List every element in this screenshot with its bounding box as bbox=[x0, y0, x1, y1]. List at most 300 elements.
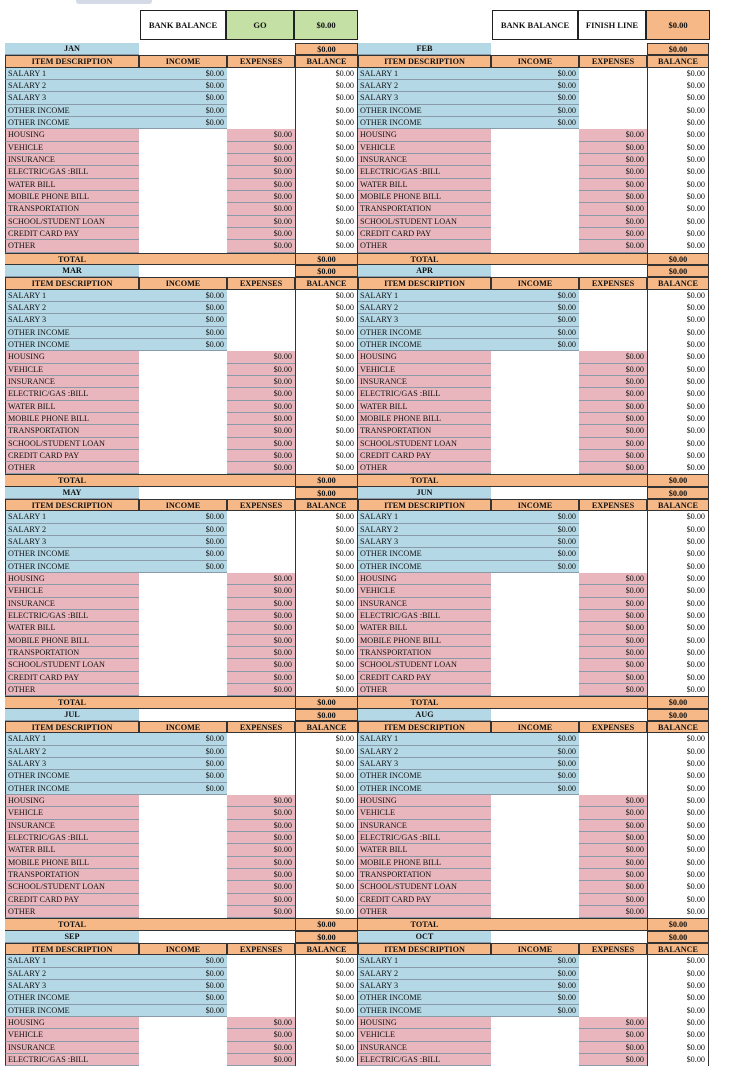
expense-cell[interactable]: $0.00 bbox=[227, 832, 295, 844]
balance-cell[interactable]: $0.00 bbox=[647, 401, 709, 413]
income-cell-empty[interactable] bbox=[491, 438, 579, 450]
balance-cell[interactable]: $0.00 bbox=[295, 80, 358, 92]
balance-cell[interactable]: $0.00 bbox=[295, 142, 358, 154]
balance-cell[interactable]: $0.00 bbox=[295, 511, 358, 523]
balance-cell[interactable]: $0.00 bbox=[647, 388, 709, 400]
expense-cell[interactable]: $0.00 bbox=[579, 438, 647, 450]
balance-cell[interactable]: $0.00 bbox=[647, 894, 709, 906]
balance-cell[interactable]: $0.00 bbox=[295, 857, 358, 869]
balance-cell[interactable]: $0.00 bbox=[647, 968, 709, 980]
expense-cell[interactable]: $0.00 bbox=[227, 894, 295, 906]
income-cell-empty[interactable] bbox=[139, 1042, 227, 1054]
income-cell[interactable]: $0.00 bbox=[139, 733, 227, 745]
income-cell-empty[interactable] bbox=[491, 807, 579, 819]
expense-cell[interactable]: $0.00 bbox=[227, 635, 295, 647]
expense-cell-empty[interactable] bbox=[579, 980, 647, 992]
expense-cell-empty[interactable] bbox=[227, 117, 295, 129]
income-cell-empty[interactable] bbox=[491, 844, 579, 856]
expense-cell[interactable]: $0.00 bbox=[227, 1054, 295, 1066]
balance-cell[interactable]: $0.00 bbox=[647, 733, 709, 745]
balance-cell[interactable]: $0.00 bbox=[295, 290, 358, 302]
expense-cell-empty[interactable] bbox=[579, 955, 647, 967]
income-cell-empty[interactable] bbox=[139, 573, 227, 585]
income-cell-empty[interactable] bbox=[491, 228, 579, 240]
income-cell-empty[interactable] bbox=[491, 364, 579, 376]
expense-cell-empty[interactable] bbox=[579, 327, 647, 339]
expense-cell[interactable]: $0.00 bbox=[579, 142, 647, 154]
income-cell-empty[interactable] bbox=[139, 166, 227, 178]
expense-cell[interactable]: $0.00 bbox=[227, 376, 295, 388]
expense-cell[interactable]: $0.00 bbox=[227, 598, 295, 610]
income-cell-empty[interactable] bbox=[139, 684, 227, 696]
income-cell-empty[interactable] bbox=[491, 1017, 579, 1029]
balance-cell[interactable]: $0.00 bbox=[295, 462, 358, 474]
expense-cell[interactable]: $0.00 bbox=[579, 1017, 647, 1029]
expense-cell-empty[interactable] bbox=[227, 980, 295, 992]
expense-cell-empty[interactable] bbox=[227, 746, 295, 758]
expense-cell[interactable]: $0.00 bbox=[579, 1054, 647, 1066]
expense-cell[interactable]: $0.00 bbox=[579, 622, 647, 634]
balance-cell[interactable]: $0.00 bbox=[295, 635, 358, 647]
balance-cell[interactable]: $0.00 bbox=[647, 598, 709, 610]
income-cell-empty[interactable] bbox=[139, 228, 227, 240]
income-cell[interactable]: $0.00 bbox=[139, 290, 227, 302]
income-cell-empty[interactable] bbox=[139, 203, 227, 215]
balance-cell[interactable]: $0.00 bbox=[295, 351, 358, 363]
balance-cell[interactable]: $0.00 bbox=[295, 610, 358, 622]
expense-cell-empty[interactable] bbox=[227, 339, 295, 351]
balance-cell[interactable]: $0.00 bbox=[647, 561, 709, 573]
income-cell-empty[interactable] bbox=[491, 622, 579, 634]
expense-cell-empty[interactable] bbox=[579, 80, 647, 92]
balance-cell[interactable]: $0.00 bbox=[647, 980, 709, 992]
balance-cell[interactable]: $0.00 bbox=[647, 622, 709, 634]
month-balance-left[interactable]: $0.00 bbox=[295, 265, 358, 277]
balance-cell[interactable]: $0.00 bbox=[647, 832, 709, 844]
balance-cell[interactable]: $0.00 bbox=[295, 992, 358, 1004]
income-cell-empty[interactable] bbox=[139, 364, 227, 376]
income-cell-empty[interactable] bbox=[139, 869, 227, 881]
income-cell[interactable]: $0.00 bbox=[139, 302, 227, 314]
income-cell-empty[interactable] bbox=[139, 610, 227, 622]
income-cell[interactable]: $0.00 bbox=[491, 733, 579, 745]
expense-cell[interactable]: $0.00 bbox=[579, 364, 647, 376]
balance-cell[interactable]: $0.00 bbox=[295, 240, 358, 252]
income-cell[interactable]: $0.00 bbox=[491, 117, 579, 129]
expense-cell[interactable]: $0.00 bbox=[227, 1029, 295, 1041]
balance-cell[interactable]: $0.00 bbox=[295, 438, 358, 450]
balance-cell[interactable]: $0.00 bbox=[647, 820, 709, 832]
income-cell-empty[interactable] bbox=[491, 585, 579, 597]
expense-cell-empty[interactable] bbox=[227, 105, 295, 117]
income-cell-empty[interactable] bbox=[491, 401, 579, 413]
balance-cell[interactable]: $0.00 bbox=[647, 635, 709, 647]
income-cell-empty[interactable] bbox=[491, 413, 579, 425]
balance-cell[interactable]: $0.00 bbox=[647, 240, 709, 252]
expense-cell[interactable]: $0.00 bbox=[579, 240, 647, 252]
expense-cell[interactable]: $0.00 bbox=[579, 832, 647, 844]
balance-cell[interactable]: $0.00 bbox=[647, 1042, 709, 1054]
income-cell-empty[interactable] bbox=[139, 844, 227, 856]
balance-cell[interactable]: $0.00 bbox=[647, 339, 709, 351]
income-cell-empty[interactable] bbox=[491, 573, 579, 585]
balance-cell[interactable]: $0.00 bbox=[295, 1029, 358, 1041]
expense-cell[interactable]: $0.00 bbox=[579, 166, 647, 178]
balance-cell[interactable]: $0.00 bbox=[295, 548, 358, 560]
expense-cell[interactable]: $0.00 bbox=[579, 820, 647, 832]
income-cell[interactable]: $0.00 bbox=[139, 314, 227, 326]
income-cell[interactable]: $0.00 bbox=[139, 783, 227, 795]
income-cell-empty[interactable] bbox=[139, 425, 227, 437]
expense-cell-empty[interactable] bbox=[579, 524, 647, 536]
expense-cell[interactable]: $0.00 bbox=[227, 844, 295, 856]
balance-cell[interactable]: $0.00 bbox=[295, 585, 358, 597]
balance-cell[interactable]: $0.00 bbox=[295, 1054, 358, 1066]
income-cell-empty[interactable] bbox=[139, 894, 227, 906]
balance-cell[interactable]: $0.00 bbox=[647, 992, 709, 1004]
balance-cell[interactable]: $0.00 bbox=[647, 413, 709, 425]
expense-cell[interactable]: $0.00 bbox=[579, 425, 647, 437]
month-balance-right[interactable]: $0.00 bbox=[647, 709, 709, 721]
balance-cell[interactable]: $0.00 bbox=[647, 1029, 709, 1041]
income-cell-empty[interactable] bbox=[491, 881, 579, 893]
month-balance-left[interactable]: $0.00 bbox=[295, 709, 358, 721]
expense-cell[interactable]: $0.00 bbox=[227, 351, 295, 363]
expense-cell-empty[interactable] bbox=[579, 302, 647, 314]
expense-cell[interactable]: $0.00 bbox=[227, 820, 295, 832]
income-cell[interactable]: $0.00 bbox=[139, 1005, 227, 1017]
income-cell-empty[interactable] bbox=[139, 191, 227, 203]
expense-cell[interactable]: $0.00 bbox=[227, 191, 295, 203]
income-cell[interactable]: $0.00 bbox=[139, 511, 227, 523]
income-cell-empty[interactable] bbox=[491, 1042, 579, 1054]
expense-cell[interactable]: $0.00 bbox=[579, 672, 647, 684]
income-cell-empty[interactable] bbox=[139, 129, 227, 141]
expense-cell[interactable]: $0.00 bbox=[579, 450, 647, 462]
balance-cell[interactable]: $0.00 bbox=[295, 327, 358, 339]
income-cell[interactable]: $0.00 bbox=[139, 117, 227, 129]
balance-cell[interactable]: $0.00 bbox=[295, 758, 358, 770]
expense-cell-empty[interactable] bbox=[579, 290, 647, 302]
income-cell-empty[interactable] bbox=[139, 1054, 227, 1066]
balance-cell[interactable]: $0.00 bbox=[647, 142, 709, 154]
balance-cell[interactable]: $0.00 bbox=[295, 770, 358, 782]
balance-cell[interactable]: $0.00 bbox=[295, 166, 358, 178]
expense-cell[interactable]: $0.00 bbox=[579, 351, 647, 363]
balance-cell[interactable]: $0.00 bbox=[647, 585, 709, 597]
income-cell[interactable]: $0.00 bbox=[491, 561, 579, 573]
income-cell-empty[interactable] bbox=[139, 622, 227, 634]
income-cell-empty[interactable] bbox=[139, 388, 227, 400]
income-cell-empty[interactable] bbox=[139, 376, 227, 388]
income-cell-empty[interactable] bbox=[491, 425, 579, 437]
balance-cell[interactable]: $0.00 bbox=[647, 906, 709, 918]
expense-cell[interactable]: $0.00 bbox=[579, 869, 647, 881]
income-cell[interactable]: $0.00 bbox=[139, 548, 227, 560]
expense-cell[interactable]: $0.00 bbox=[579, 376, 647, 388]
income-cell[interactable]: $0.00 bbox=[139, 561, 227, 573]
expense-cell[interactable]: $0.00 bbox=[579, 179, 647, 191]
income-cell-empty[interactable] bbox=[139, 807, 227, 819]
total-value-left[interactable]: $0.00 bbox=[295, 474, 358, 486]
income-cell[interactable]: $0.00 bbox=[139, 80, 227, 92]
income-cell[interactable]: $0.00 bbox=[491, 548, 579, 560]
income-cell[interactable]: $0.00 bbox=[491, 68, 579, 80]
expense-cell[interactable]: $0.00 bbox=[579, 1029, 647, 1041]
balance-cell[interactable]: $0.00 bbox=[647, 746, 709, 758]
expense-cell-empty[interactable] bbox=[227, 524, 295, 536]
expense-cell-empty[interactable] bbox=[579, 992, 647, 1004]
income-cell[interactable]: $0.00 bbox=[139, 770, 227, 782]
month-balance-left[interactable]: $0.00 bbox=[295, 931, 358, 943]
balance-cell[interactable]: $0.00 bbox=[295, 179, 358, 191]
balance-cell[interactable]: $0.00 bbox=[647, 844, 709, 856]
expense-cell-empty[interactable] bbox=[227, 783, 295, 795]
income-cell-empty[interactable] bbox=[491, 129, 579, 141]
balance-cell[interactable]: $0.00 bbox=[647, 203, 709, 215]
expense-cell[interactable]: $0.00 bbox=[579, 906, 647, 918]
balance-cell[interactable]: $0.00 bbox=[295, 413, 358, 425]
balance-cell[interactable]: $0.00 bbox=[647, 166, 709, 178]
expense-cell[interactable]: $0.00 bbox=[579, 401, 647, 413]
expense-cell[interactable]: $0.00 bbox=[227, 672, 295, 684]
expense-cell-empty[interactable] bbox=[579, 968, 647, 980]
balance-cell[interactable]: $0.00 bbox=[295, 733, 358, 745]
balance-cell[interactable]: $0.00 bbox=[647, 327, 709, 339]
month-balance-left[interactable]: $0.00 bbox=[295, 487, 358, 499]
expense-cell[interactable]: $0.00 bbox=[579, 388, 647, 400]
expense-cell[interactable]: $0.00 bbox=[227, 228, 295, 240]
income-cell-empty[interactable] bbox=[139, 906, 227, 918]
income-cell-empty[interactable] bbox=[491, 906, 579, 918]
expense-cell-empty[interactable] bbox=[227, 968, 295, 980]
balance-cell[interactable]: $0.00 bbox=[647, 179, 709, 191]
expense-cell[interactable]: $0.00 bbox=[579, 635, 647, 647]
expense-cell[interactable]: $0.00 bbox=[227, 585, 295, 597]
income-cell[interactable]: $0.00 bbox=[491, 524, 579, 536]
income-cell[interactable]: $0.00 bbox=[491, 783, 579, 795]
month-balance-right[interactable]: $0.00 bbox=[647, 487, 709, 499]
balance-cell[interactable]: $0.00 bbox=[295, 894, 358, 906]
income-cell-empty[interactable] bbox=[491, 684, 579, 696]
balance-cell[interactable]: $0.00 bbox=[647, 511, 709, 523]
expense-cell[interactable]: $0.00 bbox=[227, 881, 295, 893]
balance-cell[interactable]: $0.00 bbox=[647, 672, 709, 684]
expense-cell[interactable]: $0.00 bbox=[227, 906, 295, 918]
income-cell[interactable]: $0.00 bbox=[491, 770, 579, 782]
income-cell[interactable]: $0.00 bbox=[139, 68, 227, 80]
expense-cell[interactable]: $0.00 bbox=[227, 203, 295, 215]
income-cell[interactable]: $0.00 bbox=[139, 524, 227, 536]
expense-cell-empty[interactable] bbox=[579, 548, 647, 560]
balance-cell[interactable]: $0.00 bbox=[647, 364, 709, 376]
income-cell-empty[interactable] bbox=[139, 1017, 227, 1029]
expense-cell-empty[interactable] bbox=[579, 511, 647, 523]
total-value-right[interactable]: $0.00 bbox=[647, 918, 709, 930]
income-cell-empty[interactable] bbox=[491, 857, 579, 869]
balance-cell[interactable]: $0.00 bbox=[295, 869, 358, 881]
balance-cell[interactable]: $0.00 bbox=[295, 622, 358, 634]
balance-cell[interactable]: $0.00 bbox=[295, 844, 358, 856]
expense-cell-empty[interactable] bbox=[227, 733, 295, 745]
income-cell-empty[interactable] bbox=[491, 450, 579, 462]
balance-cell[interactable]: $0.00 bbox=[295, 117, 358, 129]
income-cell[interactable]: $0.00 bbox=[491, 105, 579, 117]
expense-cell[interactable]: $0.00 bbox=[579, 203, 647, 215]
income-cell-empty[interactable] bbox=[491, 376, 579, 388]
expense-cell[interactable]: $0.00 bbox=[227, 610, 295, 622]
income-cell-empty[interactable] bbox=[491, 820, 579, 832]
bank-balance-finish-value[interactable]: $0.00 bbox=[646, 10, 710, 40]
balance-cell[interactable]: $0.00 bbox=[295, 216, 358, 228]
balance-cell[interactable]: $0.00 bbox=[647, 438, 709, 450]
balance-cell[interactable]: $0.00 bbox=[647, 524, 709, 536]
expense-cell[interactable]: $0.00 bbox=[579, 129, 647, 141]
income-cell-empty[interactable] bbox=[139, 401, 227, 413]
balance-cell[interactable]: $0.00 bbox=[295, 536, 358, 548]
balance-cell[interactable]: $0.00 bbox=[295, 598, 358, 610]
balance-cell[interactable]: $0.00 bbox=[295, 955, 358, 967]
expense-cell[interactable]: $0.00 bbox=[227, 388, 295, 400]
expense-cell-empty[interactable] bbox=[579, 536, 647, 548]
month-balance-right[interactable]: $0.00 bbox=[647, 43, 709, 55]
expense-cell[interactable]: $0.00 bbox=[579, 807, 647, 819]
expense-cell-empty[interactable] bbox=[227, 770, 295, 782]
expense-cell[interactable]: $0.00 bbox=[579, 610, 647, 622]
balance-cell[interactable]: $0.00 bbox=[647, 1017, 709, 1029]
income-cell-empty[interactable] bbox=[491, 351, 579, 363]
expense-cell-empty[interactable] bbox=[227, 314, 295, 326]
income-cell-empty[interactable] bbox=[139, 1029, 227, 1041]
balance-cell[interactable]: $0.00 bbox=[295, 1042, 358, 1054]
income-cell[interactable]: $0.00 bbox=[139, 339, 227, 351]
income-cell-empty[interactable] bbox=[139, 585, 227, 597]
expense-cell[interactable]: $0.00 bbox=[579, 881, 647, 893]
income-cell-empty[interactable] bbox=[139, 881, 227, 893]
expense-cell-empty[interactable] bbox=[579, 68, 647, 80]
income-cell[interactable]: $0.00 bbox=[491, 290, 579, 302]
expense-cell[interactable]: $0.00 bbox=[227, 857, 295, 869]
income-cell-empty[interactable] bbox=[139, 672, 227, 684]
balance-cell[interactable]: $0.00 bbox=[647, 610, 709, 622]
income-cell[interactable]: $0.00 bbox=[139, 105, 227, 117]
total-value-right[interactable]: $0.00 bbox=[647, 253, 709, 265]
income-cell[interactable]: $0.00 bbox=[491, 980, 579, 992]
balance-cell[interactable]: $0.00 bbox=[295, 450, 358, 462]
balance-cell[interactable]: $0.00 bbox=[647, 548, 709, 560]
expense-cell-empty[interactable] bbox=[579, 758, 647, 770]
balance-cell[interactable]: $0.00 bbox=[647, 290, 709, 302]
expense-cell[interactable]: $0.00 bbox=[227, 1017, 295, 1029]
expense-cell-empty[interactable] bbox=[227, 92, 295, 104]
expense-cell[interactable]: $0.00 bbox=[227, 401, 295, 413]
balance-cell[interactable]: $0.00 bbox=[647, 105, 709, 117]
income-cell-empty[interactable] bbox=[139, 142, 227, 154]
balance-cell[interactable]: $0.00 bbox=[647, 314, 709, 326]
balance-cell[interactable]: $0.00 bbox=[295, 302, 358, 314]
expense-cell[interactable]: $0.00 bbox=[227, 166, 295, 178]
balance-cell[interactable]: $0.00 bbox=[295, 129, 358, 141]
income-cell-empty[interactable] bbox=[491, 179, 579, 191]
expense-cell[interactable]: $0.00 bbox=[227, 659, 295, 671]
balance-cell[interactable]: $0.00 bbox=[295, 203, 358, 215]
income-cell-empty[interactable] bbox=[491, 832, 579, 844]
balance-cell[interactable]: $0.00 bbox=[647, 80, 709, 92]
balance-cell[interactable]: $0.00 bbox=[647, 228, 709, 240]
expense-cell-empty[interactable] bbox=[227, 511, 295, 523]
income-cell-empty[interactable] bbox=[139, 659, 227, 671]
expense-cell-empty[interactable] bbox=[579, 92, 647, 104]
income-cell-empty[interactable] bbox=[139, 154, 227, 166]
expense-cell[interactable]: $0.00 bbox=[227, 795, 295, 807]
income-cell[interactable]: $0.00 bbox=[139, 746, 227, 758]
expense-cell-empty[interactable] bbox=[227, 561, 295, 573]
balance-cell[interactable]: $0.00 bbox=[647, 758, 709, 770]
balance-cell[interactable]: $0.00 bbox=[295, 425, 358, 437]
balance-cell[interactable]: $0.00 bbox=[647, 191, 709, 203]
income-cell-empty[interactable] bbox=[139, 351, 227, 363]
income-cell-empty[interactable] bbox=[491, 647, 579, 659]
balance-cell[interactable]: $0.00 bbox=[295, 154, 358, 166]
income-cell[interactable]: $0.00 bbox=[491, 302, 579, 314]
expense-cell[interactable]: $0.00 bbox=[579, 659, 647, 671]
balance-cell[interactable]: $0.00 bbox=[647, 795, 709, 807]
expense-cell[interactable]: $0.00 bbox=[579, 598, 647, 610]
income-cell-empty[interactable] bbox=[491, 869, 579, 881]
expense-cell-empty[interactable] bbox=[579, 117, 647, 129]
expense-cell[interactable]: $0.00 bbox=[579, 228, 647, 240]
expense-cell[interactable]: $0.00 bbox=[227, 142, 295, 154]
income-cell-empty[interactable] bbox=[139, 179, 227, 191]
income-cell-empty[interactable] bbox=[491, 191, 579, 203]
balance-cell[interactable]: $0.00 bbox=[295, 968, 358, 980]
income-cell-empty[interactable] bbox=[491, 672, 579, 684]
balance-cell[interactable]: $0.00 bbox=[295, 401, 358, 413]
balance-cell[interactable]: $0.00 bbox=[647, 869, 709, 881]
income-cell-empty[interactable] bbox=[491, 894, 579, 906]
expense-cell-empty[interactable] bbox=[227, 536, 295, 548]
balance-cell[interactable]: $0.00 bbox=[647, 770, 709, 782]
balance-cell[interactable]: $0.00 bbox=[295, 684, 358, 696]
month-balance-right[interactable]: $0.00 bbox=[647, 931, 709, 943]
balance-cell[interactable]: $0.00 bbox=[647, 68, 709, 80]
income-cell-empty[interactable] bbox=[139, 450, 227, 462]
income-cell[interactable]: $0.00 bbox=[491, 511, 579, 523]
income-cell-empty[interactable] bbox=[491, 216, 579, 228]
income-cell-empty[interactable] bbox=[491, 659, 579, 671]
income-cell-empty[interactable] bbox=[491, 166, 579, 178]
income-cell-empty[interactable] bbox=[491, 610, 579, 622]
income-cell-empty[interactable] bbox=[491, 154, 579, 166]
expense-cell-empty[interactable] bbox=[579, 105, 647, 117]
expense-cell[interactable]: $0.00 bbox=[227, 622, 295, 634]
balance-cell[interactable]: $0.00 bbox=[295, 881, 358, 893]
total-value-left[interactable]: $0.00 bbox=[295, 918, 358, 930]
expense-cell-empty[interactable] bbox=[227, 548, 295, 560]
income-cell-empty[interactable] bbox=[491, 635, 579, 647]
total-value-right[interactable]: $0.00 bbox=[647, 474, 709, 486]
expense-cell[interactable]: $0.00 bbox=[227, 216, 295, 228]
expense-cell[interactable]: $0.00 bbox=[579, 647, 647, 659]
income-cell[interactable]: $0.00 bbox=[491, 1005, 579, 1017]
expense-cell[interactable]: $0.00 bbox=[579, 154, 647, 166]
income-cell[interactable]: $0.00 bbox=[491, 536, 579, 548]
income-cell[interactable]: $0.00 bbox=[139, 92, 227, 104]
balance-cell[interactable]: $0.00 bbox=[647, 1054, 709, 1066]
income-cell[interactable]: $0.00 bbox=[491, 758, 579, 770]
balance-cell[interactable]: $0.00 bbox=[295, 191, 358, 203]
income-cell-empty[interactable] bbox=[491, 1054, 579, 1066]
